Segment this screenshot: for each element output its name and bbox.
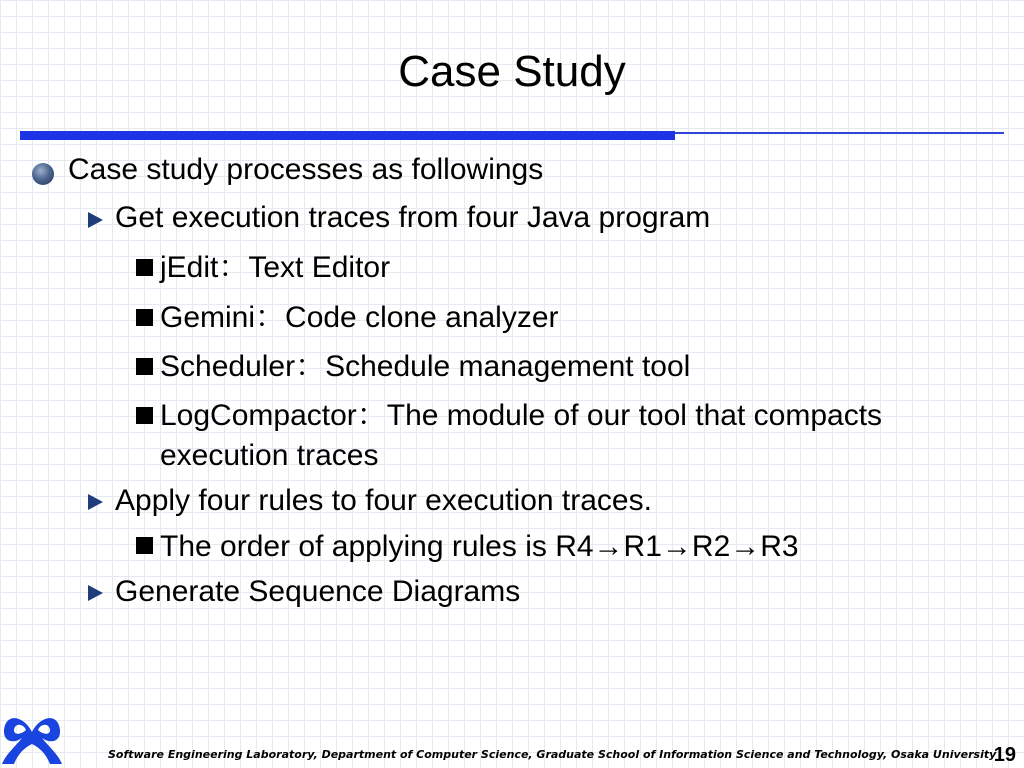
footer-affiliation: Software Engineering Laboratory, Department of Computer Science, Graduate School of Information Science and Technology, Osaka University	[108, 748, 997, 761]
page-number: 19	[993, 744, 1016, 766]
bullet-item-level3: The order of applying rules is R4→R1→R2→R3	[160, 530, 799, 563]
bullet-item-level2: Generate Sequence Diagrams	[115, 575, 521, 608]
square-bullet-icon	[136, 358, 153, 375]
square-bullet-icon	[136, 407, 153, 424]
arrow-bullet-icon	[88, 494, 103, 510]
bullet-item-level2: Get execution traces from four Java program	[115, 201, 711, 234]
bullet-item-level1: Case study processes as followings	[68, 153, 544, 186]
arrow-bullet-icon	[88, 212, 103, 228]
circle-bullet-icon	[32, 163, 54, 185]
square-bullet-icon	[136, 259, 153, 276]
bullet-item-level3: Scheduler：Schedule management tool	[160, 350, 691, 383]
title-divider-thick	[20, 131, 675, 140]
square-bullet-icon	[136, 537, 153, 554]
arrow-bullet-icon	[88, 585, 103, 601]
slide-title: Case Study	[398, 47, 626, 96]
bullet-item-level3: Gemini：Code clone analyzer	[160, 301, 559, 334]
bullet-item-level2: Apply four rules to four execution traces.	[115, 484, 652, 517]
bullet-item-level3: LogCompactor：The module of our tool that compacts execution traces	[160, 399, 883, 472]
osaka-university-logo-icon	[0, 704, 64, 768]
square-bullet-icon	[136, 309, 153, 326]
bullet-item-level3: jEdit：Text Editor	[160, 251, 391, 284]
